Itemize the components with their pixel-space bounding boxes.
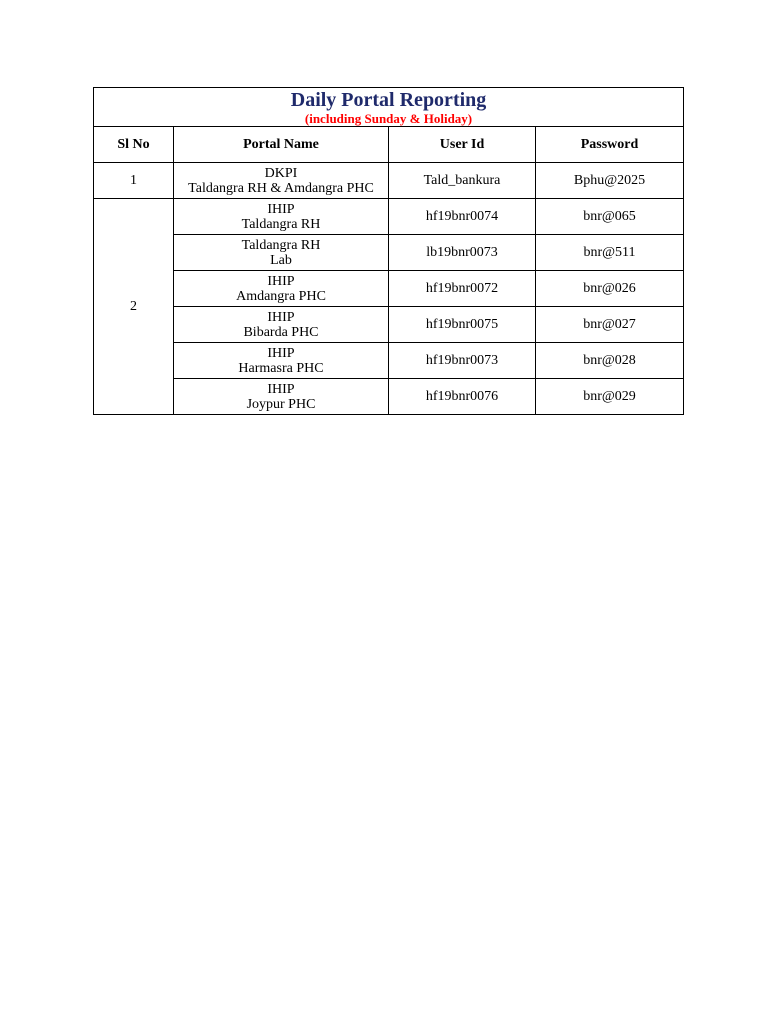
- title-cell: [94, 88, 684, 127]
- portal-name-line2: Bibarda PHC: [243, 324, 319, 340]
- portal-name-cell: [174, 163, 389, 199]
- portal-name-cell: [174, 199, 389, 235]
- password-cell: bnr@511: [536, 235, 684, 271]
- portal-name-cell: [174, 235, 389, 271]
- table-row: [94, 163, 684, 199]
- user-id-cell: hf19bnr0075: [389, 307, 536, 343]
- portal-name-line1: DKPI: [264, 165, 298, 181]
- portal-name-cell: [174, 343, 389, 379]
- portal-name-cell: [174, 379, 389, 415]
- portal-reporting-table: [93, 87, 684, 415]
- user-id-cell: hf19bnr0076: [389, 379, 536, 415]
- portal-name-line1: IHIP: [267, 309, 295, 325]
- report-title: Daily Portal Reporting: [290, 88, 487, 111]
- column-header-sl-no: Sl No: [94, 127, 174, 163]
- user-id-cell: hf19bnr0074: [389, 199, 536, 235]
- portal-name-line1: IHIP: [267, 345, 295, 361]
- column-header-portal-name: Portal Name: [174, 127, 389, 163]
- portal-name-line1: IHIP: [267, 273, 295, 289]
- portal-name-line1: IHIP: [267, 381, 295, 397]
- password-cell: Bphu@2025: [536, 163, 684, 199]
- sl-no-cell: 2: [94, 199, 174, 415]
- table-row: [94, 199, 684, 235]
- portal-name-cell: [174, 307, 389, 343]
- portal-name-cell: [174, 271, 389, 307]
- column-header-password: Password: [536, 127, 684, 163]
- password-cell: bnr@065: [536, 199, 684, 235]
- table-row: [94, 343, 684, 379]
- table-row: [94, 307, 684, 343]
- user-id-cell: hf19bnr0073: [389, 343, 536, 379]
- user-id-cell: lb19bnr0073: [389, 235, 536, 271]
- header-row: [94, 127, 684, 163]
- portal-name-line2: Amdangra PHC: [236, 288, 326, 304]
- password-cell: bnr@026: [536, 271, 684, 307]
- portal-name-line1: Taldangra RH: [241, 237, 321, 253]
- portal-name-line2: Harmasra PHC: [238, 360, 324, 376]
- table-row: [94, 271, 684, 307]
- title-row: [94, 88, 684, 127]
- password-cell: bnr@027: [536, 307, 684, 343]
- portal-name-line2: Joypur PHC: [246, 396, 316, 412]
- password-cell: bnr@028: [536, 343, 684, 379]
- user-id-cell: hf19bnr0072: [389, 271, 536, 307]
- table-row: [94, 379, 684, 415]
- table-row: [94, 235, 684, 271]
- sl-no-cell: 1: [94, 163, 174, 199]
- portal-name-line1: IHIP: [267, 201, 295, 217]
- user-id-cell: Tald_bankura: [389, 163, 536, 199]
- password-cell: bnr@029: [536, 379, 684, 415]
- portal-name-line2: Taldangra RH & Amdangra PHC: [188, 180, 374, 196]
- portal-name-line2: Lab: [270, 252, 292, 268]
- report-subtitle: (including Sunday & Holiday): [304, 110, 473, 126]
- portal-name-line2: Taldangra RH: [241, 216, 321, 232]
- column-header-user-id: User Id: [389, 127, 536, 163]
